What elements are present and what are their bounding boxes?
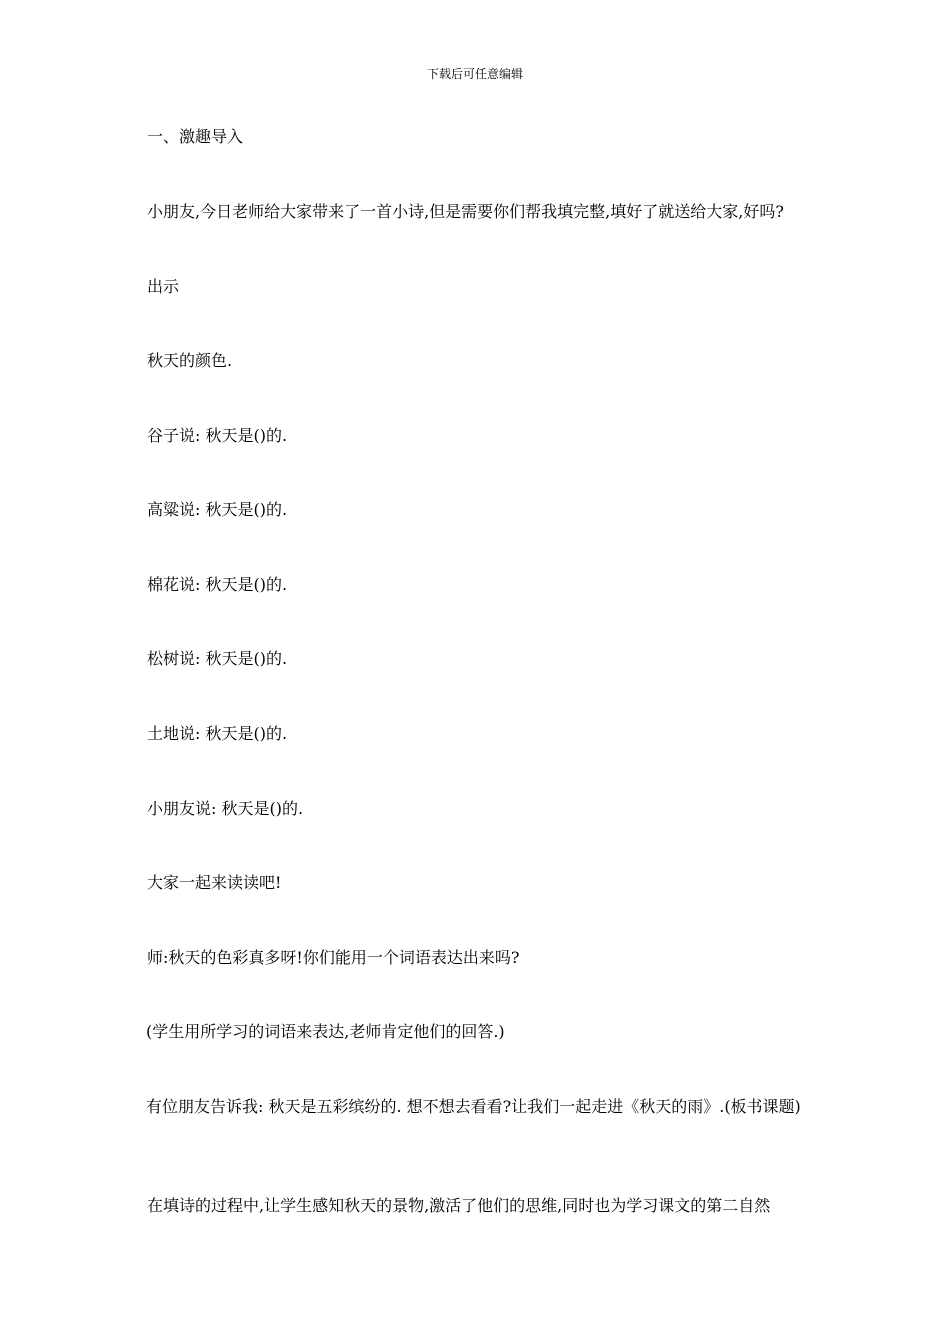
paragraph: 师:秋天的色彩真多呀!你们能用一个词语表达出来吗? xyxy=(147,948,520,967)
page-header: 下载后可任意编辑 xyxy=(426,67,523,81)
paragraph: 在填诗的过程中,让学生感知秋天的景物,激活了他们的思维,同时也为学习课文的第二自然 xyxy=(147,1196,771,1215)
poem-line: 小朋友说: 秋天是()的. xyxy=(147,799,304,818)
poem-line: 谷子说: 秋天是()的. xyxy=(147,426,288,445)
poem-line: 棉花说: 秋天是()的. xyxy=(147,575,288,594)
poem-line: 松树说: 秋天是()的. xyxy=(147,649,288,668)
section-heading: 一、激趣导入 xyxy=(147,127,244,146)
paragraph: 大家一起来读读吧! xyxy=(147,873,282,892)
paragraph: 出示 xyxy=(147,277,180,296)
poem-title: 秋天的颜色. xyxy=(147,351,233,370)
poem-line: 土地说: 秋天是()的. xyxy=(147,724,288,743)
paragraph: (学生用所学习的词语来表达,老师肯定他们的回答.) xyxy=(146,1022,505,1041)
paragraph: 小朋友,今日老师给大家带来了一首小诗,但是需要你们帮我填完整,填好了就送给大家,好吗? xyxy=(147,202,784,221)
poem-line: 高粱说: 秋天是()的. xyxy=(147,500,288,519)
paragraph: 有位朋友告诉我: 秋天是五彩缤纷的. 想不想去看看?让我们一起走进《秋天的雨》.(板书课题) xyxy=(146,1097,801,1116)
